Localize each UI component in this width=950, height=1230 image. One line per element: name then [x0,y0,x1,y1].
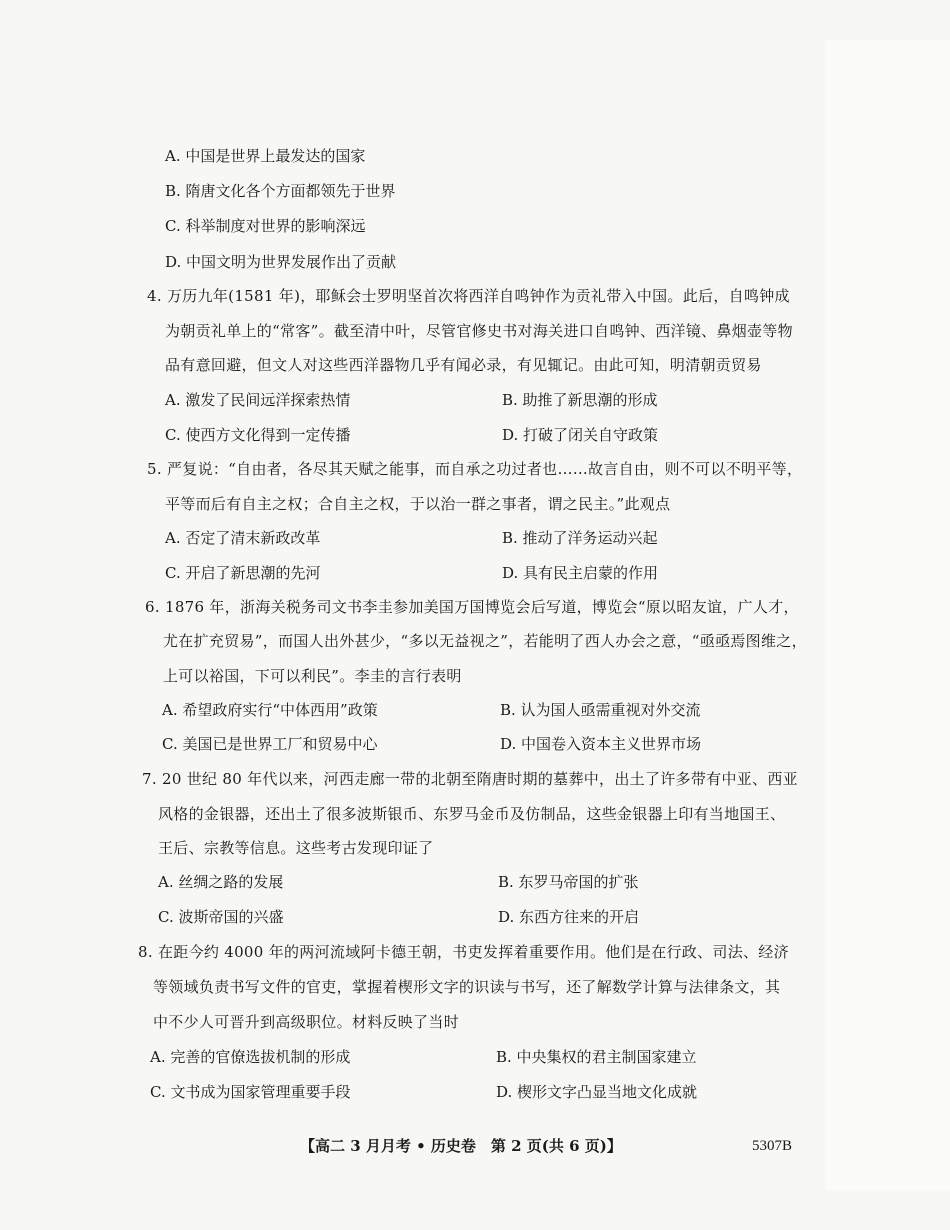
q4-stem-line-1: 4. 万历九年(1581 年)，耶稣会士罗明坚首次将西洋自鸣钟作为贡礼带入中国。此后，自鸣钟成 [147,287,790,305]
q6-option-b: B. 认为国人亟需重视对外交流 [500,701,701,719]
q8-option-d: D. 楔形文字凸显当地文化成就 [496,1083,698,1101]
q8-stem-line-3: 中不少人可晋升到高级职位。材料反映了当时 [153,1013,460,1031]
q4-option-d: D. 打破了闭关自守政策 [502,426,659,444]
q3-option-d: D. 中国文明为世界发展作出了贡献 [165,253,397,271]
page-edge [826,40,950,1190]
q8-option-c: C. 文书成为国家管理重要手段 [150,1083,351,1101]
q5-option-a: A. 否定了清末新政改革 [165,529,321,547]
q5-option-c: C. 开启了新思潮的先河 [165,564,321,582]
q6-option-d: D. 中国卷入资本主义世界市场 [500,735,702,753]
q4-stem-line-3: 品有意回避，但文人对这些西洋器物几乎有闻必录，有见辄记。由此可知，明清朝贡贸易 [165,356,762,374]
q7-option-c: C. 波斯帝国的兴盛 [158,908,284,926]
q6-stem-line-2: 尤在扩充贸易”，而国人出外甚少，“多以无益视之”，若能明了西人办会之意，“亟亟焉图维之， [163,632,807,650]
q7-option-d: D. 东西方往来的开启 [498,908,640,926]
q4-option-a: A. 激发了民间远洋探索热情 [165,391,351,409]
q8-stem-line-1: 8. 在距今约 4000 年的两河流域阿卡德王朝，书吏发挥着重要作用。他们是在行政、司法、经济 [138,943,789,961]
q8-option-a: A. 完善的官僚选拔机制的形成 [150,1048,351,1066]
q6-option-a: A. 希望政府实行“中体西用”政策 [162,701,378,719]
q8-option-b: B. 中央集权的君主制国家建立 [496,1048,697,1066]
q7-option-b: B. 东罗马帝国的扩张 [498,873,639,891]
q7-stem-line-1: 7. 20 世纪 80 年代以来，河西走廊一带的北朝至隋唐时期的墓葬中，出土了许多带有中亚、西亚 [142,770,798,788]
q6-option-c: C. 美国已是世界工厂和贸易中心 [162,735,378,753]
q4-stem-line-2: 为朝贡礼单上的“常客”。截至清中叶，尽管官修史书对海关进口自鸣钟、西洋镜、鼻烟壶等物 [165,322,793,340]
q8-stem-line-2: 等领域负责书写文件的官吏，掌握着楔形文字的识读与书写，还了解数学计算与法律条文，其 [153,978,781,996]
q5-option-b: B. 推动了洋务运动兴起 [502,529,658,547]
q7-stem-line-3: 王后、宗教等信息。这些考古发现印证了 [158,839,434,857]
q6-stem-line-3: 上可以裕国，下可以利民”。李圭的言行表明 [163,667,462,685]
q3-option-c: C. 科举制度对世界的影响深远 [165,217,366,235]
q3-option-a: A. 中国是世界上最发达的国家 [165,147,366,165]
q3-option-b: B. 隋唐文化各个方面都领先于世界 [165,182,396,200]
q6-stem-line-1: 6. 1876 年，浙海关税务司文书李圭参加美国万国博览会后写道，博览会“原以昭友谊，广人才， [145,598,799,616]
q7-stem-line-2: 风格的金银器，还出土了很多波斯银币、东罗马金币及仿制品，这些金银器上印有当地国王、 [158,805,786,823]
q5-stem-line-2: 平等而后有自主之权；合自主之权，于以治一群之事者，谓之民主。”此观点 [165,495,671,513]
q4-option-b: B. 助推了新思潮的形成 [502,391,658,409]
q5-option-d: D. 具有民主启蒙的作用 [502,564,659,582]
paper-code: 5307B [752,1138,793,1154]
q4-option-c: C. 使西方文化得到一定传播 [165,426,351,444]
page-footer-title: 【高二 3 月月考 • 历史卷 第 2 页(共 6 页)】 [300,1137,622,1155]
q5-stem-line-1: 5. 严复说：“自由者，各尽其天赋之能事，而自承之功过者也……故言自由，则不可以不明平等， [147,460,803,478]
q7-option-a: A. 丝绸之路的发展 [158,873,284,891]
